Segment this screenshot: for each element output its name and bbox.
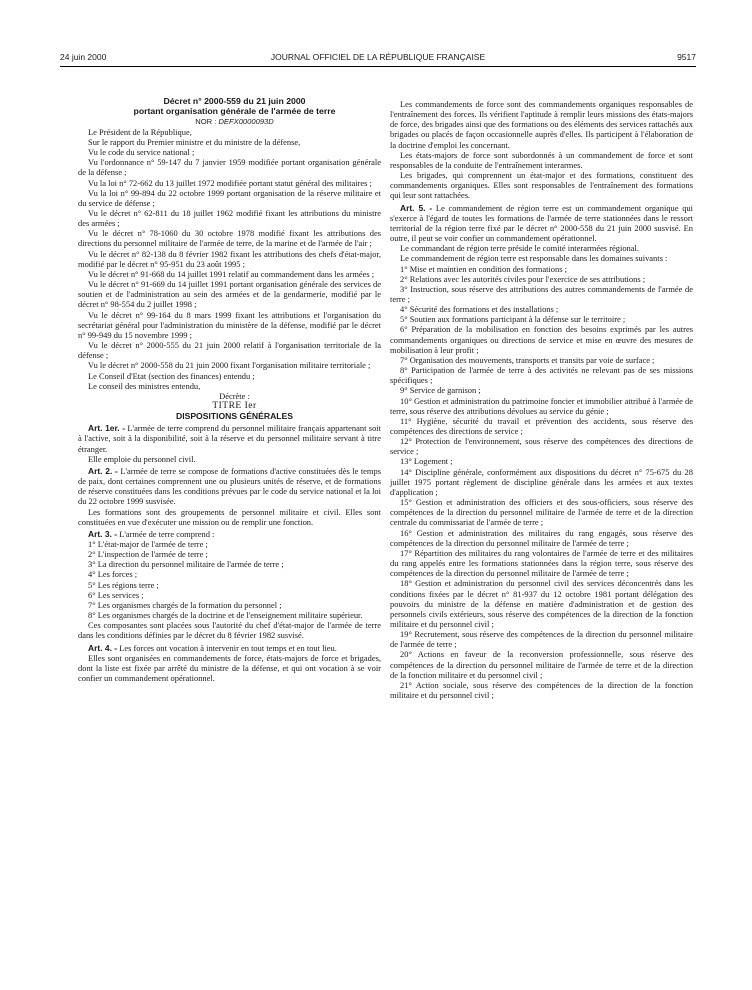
visa-paragraph: Vu le décret n° 62-811 du 18 juillet 1962 modifié fixant les attributions du ministre des armées ; [78,208,381,229]
article-text: Elle emploie du personnel civil. [88,453,196,464]
article-text: 10° Gestion et administration du patrimoine foncier et immobilier attribué à l'armée de terre, sous réserve des attributions dévolues au service du génie ; [390,395,693,416]
visa-paragraph: Vu le code du service national ; [88,147,195,158]
article-text: Le commandant de région terre préside le comité interarmées régional. [400,243,639,254]
article-text: 16° Gestion et administration des militaires du rang engagés, sous réserve des compétences de la direction du personnel militaire de l'armée de terre ; [390,527,693,548]
article-paragraph [78,529,381,539]
visa-paragraph: Sur le rapport du Premier ministre et du ministre de la défense, [88,136,301,147]
article-paragraph [390,456,693,466]
article-paragraph [78,549,381,559]
titre-heading: TITRE Ier [212,400,257,411]
article-number: Art. 4. - [88,642,118,653]
article-text: Les états-majors de force sont subordonnés à un commandement de force et sont responsables de la conduite de l'entraînement interarmes. [390,149,693,170]
article-paragraph [78,590,381,600]
visa-paragraph: Vu la loi n° 72-662 du 13 juillet 1972 modifiée portant statut général des militaires ; [88,177,372,188]
article-text: 5° Les régions terre ; [88,579,159,590]
article-paragraph [390,304,693,314]
article-paragraph [390,324,693,354]
page-number: 9517 [677,52,696,62]
page-header [60,52,696,67]
visa-paragraph: Vu le décret n° 91-669 du 14 juillet 1991 portant organisation générale des services de soutien et de l'administration au sein des armées et de la gendarmerie, modifié par le décret n° 98-554 du 2 juillet 1998 ; [78,279,381,310]
article-paragraph [78,423,381,453]
article-text: L'armée de terre comprend du personnel militaire français appartenant soit à l'active, soit à la disponibilité, soit à la réserve et du personnel militaire servant à titre étranger. [78,423,381,454]
article-text: 14° Discipline générale, conformément aux dispositions du décret n° 75-675 du 28 juillet 1975 portant règlement de discipline générale dans les armées et aux textes d'application ; [390,466,693,497]
article-paragraph [390,436,693,456]
article-text: Les formations sont des groupements de personnel militaire et civil. Elles sont constituées en vue d'exécuter une mission ou de remplir une fonction. [78,506,381,527]
dispositions-heading: DISPOSITIONS GÉNÉRALES [176,411,293,422]
article-text: 17° Répartition des militaires du rang volontaires de l'armée de terre et des militaires du rang appelés entre les formations stationnées dans la région terre, sous réserve des compétences de la direction du personnel militaire de l'armée de terre ; [390,547,693,579]
article-text: 8° Les organismes chargés de la doctrine et de l'enseignement militaire supérieur. [88,610,363,621]
article-paragraph [78,507,381,527]
article-text: 7° Les organismes chargés de la formation du personnel ; [88,599,282,610]
decree-title-line1: Décret n° 2000-559 du 21 juin 2000 [163,96,306,106]
article-text: Ces composantes sont placées sous l'autorité du chef d'état-major de l'armée de terre dans les conditions définies par le décret du 8 février 1982 susvisé. [78,620,381,641]
article-text: L'armée de terre se compose de formations d'active constituées dès le temps de paix, dont certaines comprennent une ou plusieurs unités de réserve, et de formations de réserve constituées dans les conditions prévues par le code du service national et la loi du 22 octobre 1999 susvisée. [78,465,381,507]
article-text: Les forces ont vocation à intervenir en tout temps et en tout lieu. [117,642,337,653]
article-text: 9° Service de garnison ; [400,385,481,396]
article-paragraph [390,365,693,385]
article-paragraph [390,629,693,649]
article-paragraph [390,649,693,679]
article-text: 12° Protection de l'environnement, sous réserve des compétences des directions de service ; [390,436,693,457]
visa-paragraph: Vu le décret n° 78-1060 du 30 octobre 1978 modifié fixant les attributions des directions du personnel militaire de l'armée de terre, de la marine et de l'armée de l'air ; [78,228,381,249]
article-paragraph [390,150,693,170]
articles-left [78,423,381,683]
article-number: Art. 5. - [400,202,433,213]
article-text: 1° Mise et maintien en condition des formations ; [400,263,567,274]
article-paragraph [390,680,693,700]
article-paragraph [390,284,693,304]
article-paragraph [390,548,693,578]
article-paragraph [78,643,381,653]
article-text: 19° Recrutement, sous réserve des compétences de la direction du personnel militaire de l'armée de terre ; [390,629,693,650]
visa-paragraph: Vu le décret n° 91-668 du 14 juillet 1991 relatif au commandement dans les armées ; [88,268,375,279]
article-paragraph [390,99,693,150]
article-paragraph [78,610,381,620]
right-column [390,99,693,700]
article-text: 4° Sécurité des formations et des installations ; [400,304,559,315]
header-date: 24 juin 2000 [60,52,107,62]
visa-paragraph: Vu le décret n° 2000-558 du 21 juin 2000 fixant l'organisation militaire territoriale ; [88,360,371,371]
article-paragraph [390,253,693,263]
article-number: Art. 3. - [88,528,118,539]
visa-block [78,127,381,391]
article-text: 4° Les forces ; [88,569,138,580]
article-paragraph [390,528,693,548]
article-text: Elles sont organisées en commandements de force, états-majors de force et brigades, dont la liste est fixée par arrêté du ministre de la défense, et qui ont vocation à se voir confier un commandement opérationnel. [78,652,381,684]
article-paragraph [390,497,693,527]
visa-paragraph: Vu l'ordonnance n° 59-147 du 7 janvier 1959 modifiée portant organisation générale de la défense ; [78,157,381,178]
article-paragraph [78,466,381,507]
article-text: 7° Organisation des mouvements, transports et transits par voie de surface ; [400,354,655,365]
visa-paragraph: Vu le décret n° 2000-555 du 21 juin 2000 relatif à l'organisation territoriale de la défense ; [78,340,381,361]
visa-paragraph: Le Président de la République, [88,126,192,137]
article-text: 3° Instruction, sous réserve des attributions des autres commandements de l'armée de terre ; [390,283,693,304]
article-text: 13° Logement ; [400,456,453,467]
article-paragraph [390,243,693,253]
article-text: 6° Les services ; [88,589,144,600]
article-text: 5° Soutien aux formations participant à la défense sur le territoire ; [400,314,626,325]
article-paragraph [78,539,381,549]
article-text: 8° Participation de l'armée de terre à des activités ne relevant pas de ses missions spécifiques ; [390,365,693,386]
article-text: 20° Actions en faveur de la reconversion professionnelle, sous réserve des compétences de la direction du personnel militaire de l'armée de terre et de la direction de la fonction militaire et du personnel civil ; [390,649,693,680]
article-paragraph [390,314,693,324]
nor-reference [78,117,381,127]
article-text: 6° Préparation de la mobilisation en fonction des besoins exprimés par les autres commandements organiques ou directions de service et mise en œuvre des mesures de mobilisation à leur profit ; [390,324,693,355]
nor-label: NOR : [195,116,217,126]
article-text: 18° Gestion et administration du personnel civil des services déconcentrés dans les conditions fixées par le décret n° 81-937 du 12 octobre 1981 portant délégation des pouvoirs du ministre de la défense en matière d'administration et de gestion des personnels civils extérieurs, sous réserve des compétences de la direction de la fonction militaire et du personnel civil ; [390,578,693,629]
article-text: Les brigades, qui comprennent un état-major et des formations, constituent des commandements organiques. Elles sont responsables de l'entraînement des formations qui leur sont rattachées. [390,170,693,201]
article-paragraph [390,264,693,274]
article-text: 11° Hygiène, sécurité du travail et prévention des accidents, sous réserve des compétences des directions de service ; [390,415,693,436]
article-paragraph [390,170,693,200]
article-paragraph [390,274,693,284]
decree-title-line2: portant organisation générale de l'armée de terre [133,106,336,117]
journal-title: JOURNAL OFFICIEL DE LA RÉPUBLIQUE FRANÇAISE [270,52,486,62]
visa-paragraph: Vu le décret n° 82-138 du 8 février 1982 fixant les attributions des chefs d'état-major, modifié par le décret n° 95-951 du 23 août 1995 ; [78,248,381,269]
nor-code: DEFX0000093D [218,116,274,126]
article-text: Le commandement de région terre est un commandement organique qui s'exerce à l'égard de toutes les formations de l'armée de terre stationnées dans le ressort territorial de la région terre fixé par le décret n° 2000-558 du 21 juin 2000 susvisé. En outre, il peut se voir confier un commandement opérationnel. [390,202,693,244]
article-paragraph [78,600,381,610]
article-paragraph [390,355,693,365]
article-text: 3° La direction du personnel militaire de l'armée de terre ; [88,559,284,570]
article-text: 21° Action sociale, sous réserve des compétences de la direction de la fonction militaire et du personnel civil ; [390,679,693,701]
visa-paragraph: Vu le décret n° 99-164 du 8 mars 1999 fixant les attributions et l'organisation du secrétariat général pour l'administration du ministère de la défense, modifié par le décret n° 99-949 du 15 novembre 1999 ; [78,309,381,340]
article-paragraph [78,580,381,590]
article-paragraph [78,569,381,579]
article-text: Les commandements de force sont des commandements organiques responsables de l'entraînement des forces. Ils vérifient l'aptitude à remplir leurs missions des états-majors de force, des brigades ainsi que des formations ou des éléments des services rattachés aux brigades ou placés de façon occasionnelle auprès d'elles. Ils participent à l'élaboration de la doctrine d'emploi les concernant. [390,99,693,150]
visa-paragraph: Le conseil des ministres entendu, [88,380,201,391]
article-text: 15° Gestion et administration des officiers et des sous-officiers, sous réserve des compétences de la direction du personnel militaire de l'armée de terre et de la direction centrale du commissariat de l'armée de terre ; [390,497,693,528]
articles-right [390,99,693,700]
visa-paragraph: Le Conseil d'Etat (section des finances) entendu ; [88,370,255,381]
article-paragraph [390,203,693,244]
article-paragraph [78,454,381,464]
article-paragraph [78,653,381,683]
article-text: 2° Relations avec les autorités civiles pour l'exercice de ses attributions ; [400,273,646,284]
decrete-line: Décrète : [219,390,250,401]
left-column [78,96,381,683]
article-text: Le commandement de région terre est responsable dans les domaines suivants : [400,253,668,264]
article-paragraph [390,385,693,395]
article-text: 1° L'état-major de l'armée de terre ; [88,539,208,549]
article-paragraph [390,578,693,629]
article-paragraph [390,467,693,497]
article-number: Art. 1er. - [88,423,126,434]
article-paragraph [390,396,693,416]
article-paragraph [78,620,381,640]
article-paragraph [78,559,381,569]
article-text: 2° L'inspection de l'armée de terre ; [88,549,208,560]
article-paragraph [390,416,693,436]
article-number: Art. 2. - [88,465,118,476]
visa-paragraph: Vu la loi n° 99-894 du 22 octobre 1999 portant organisation de la réserve militaire et du service de défense ; [78,187,381,208]
article-text: L'armée de terre comprend : [117,528,215,539]
